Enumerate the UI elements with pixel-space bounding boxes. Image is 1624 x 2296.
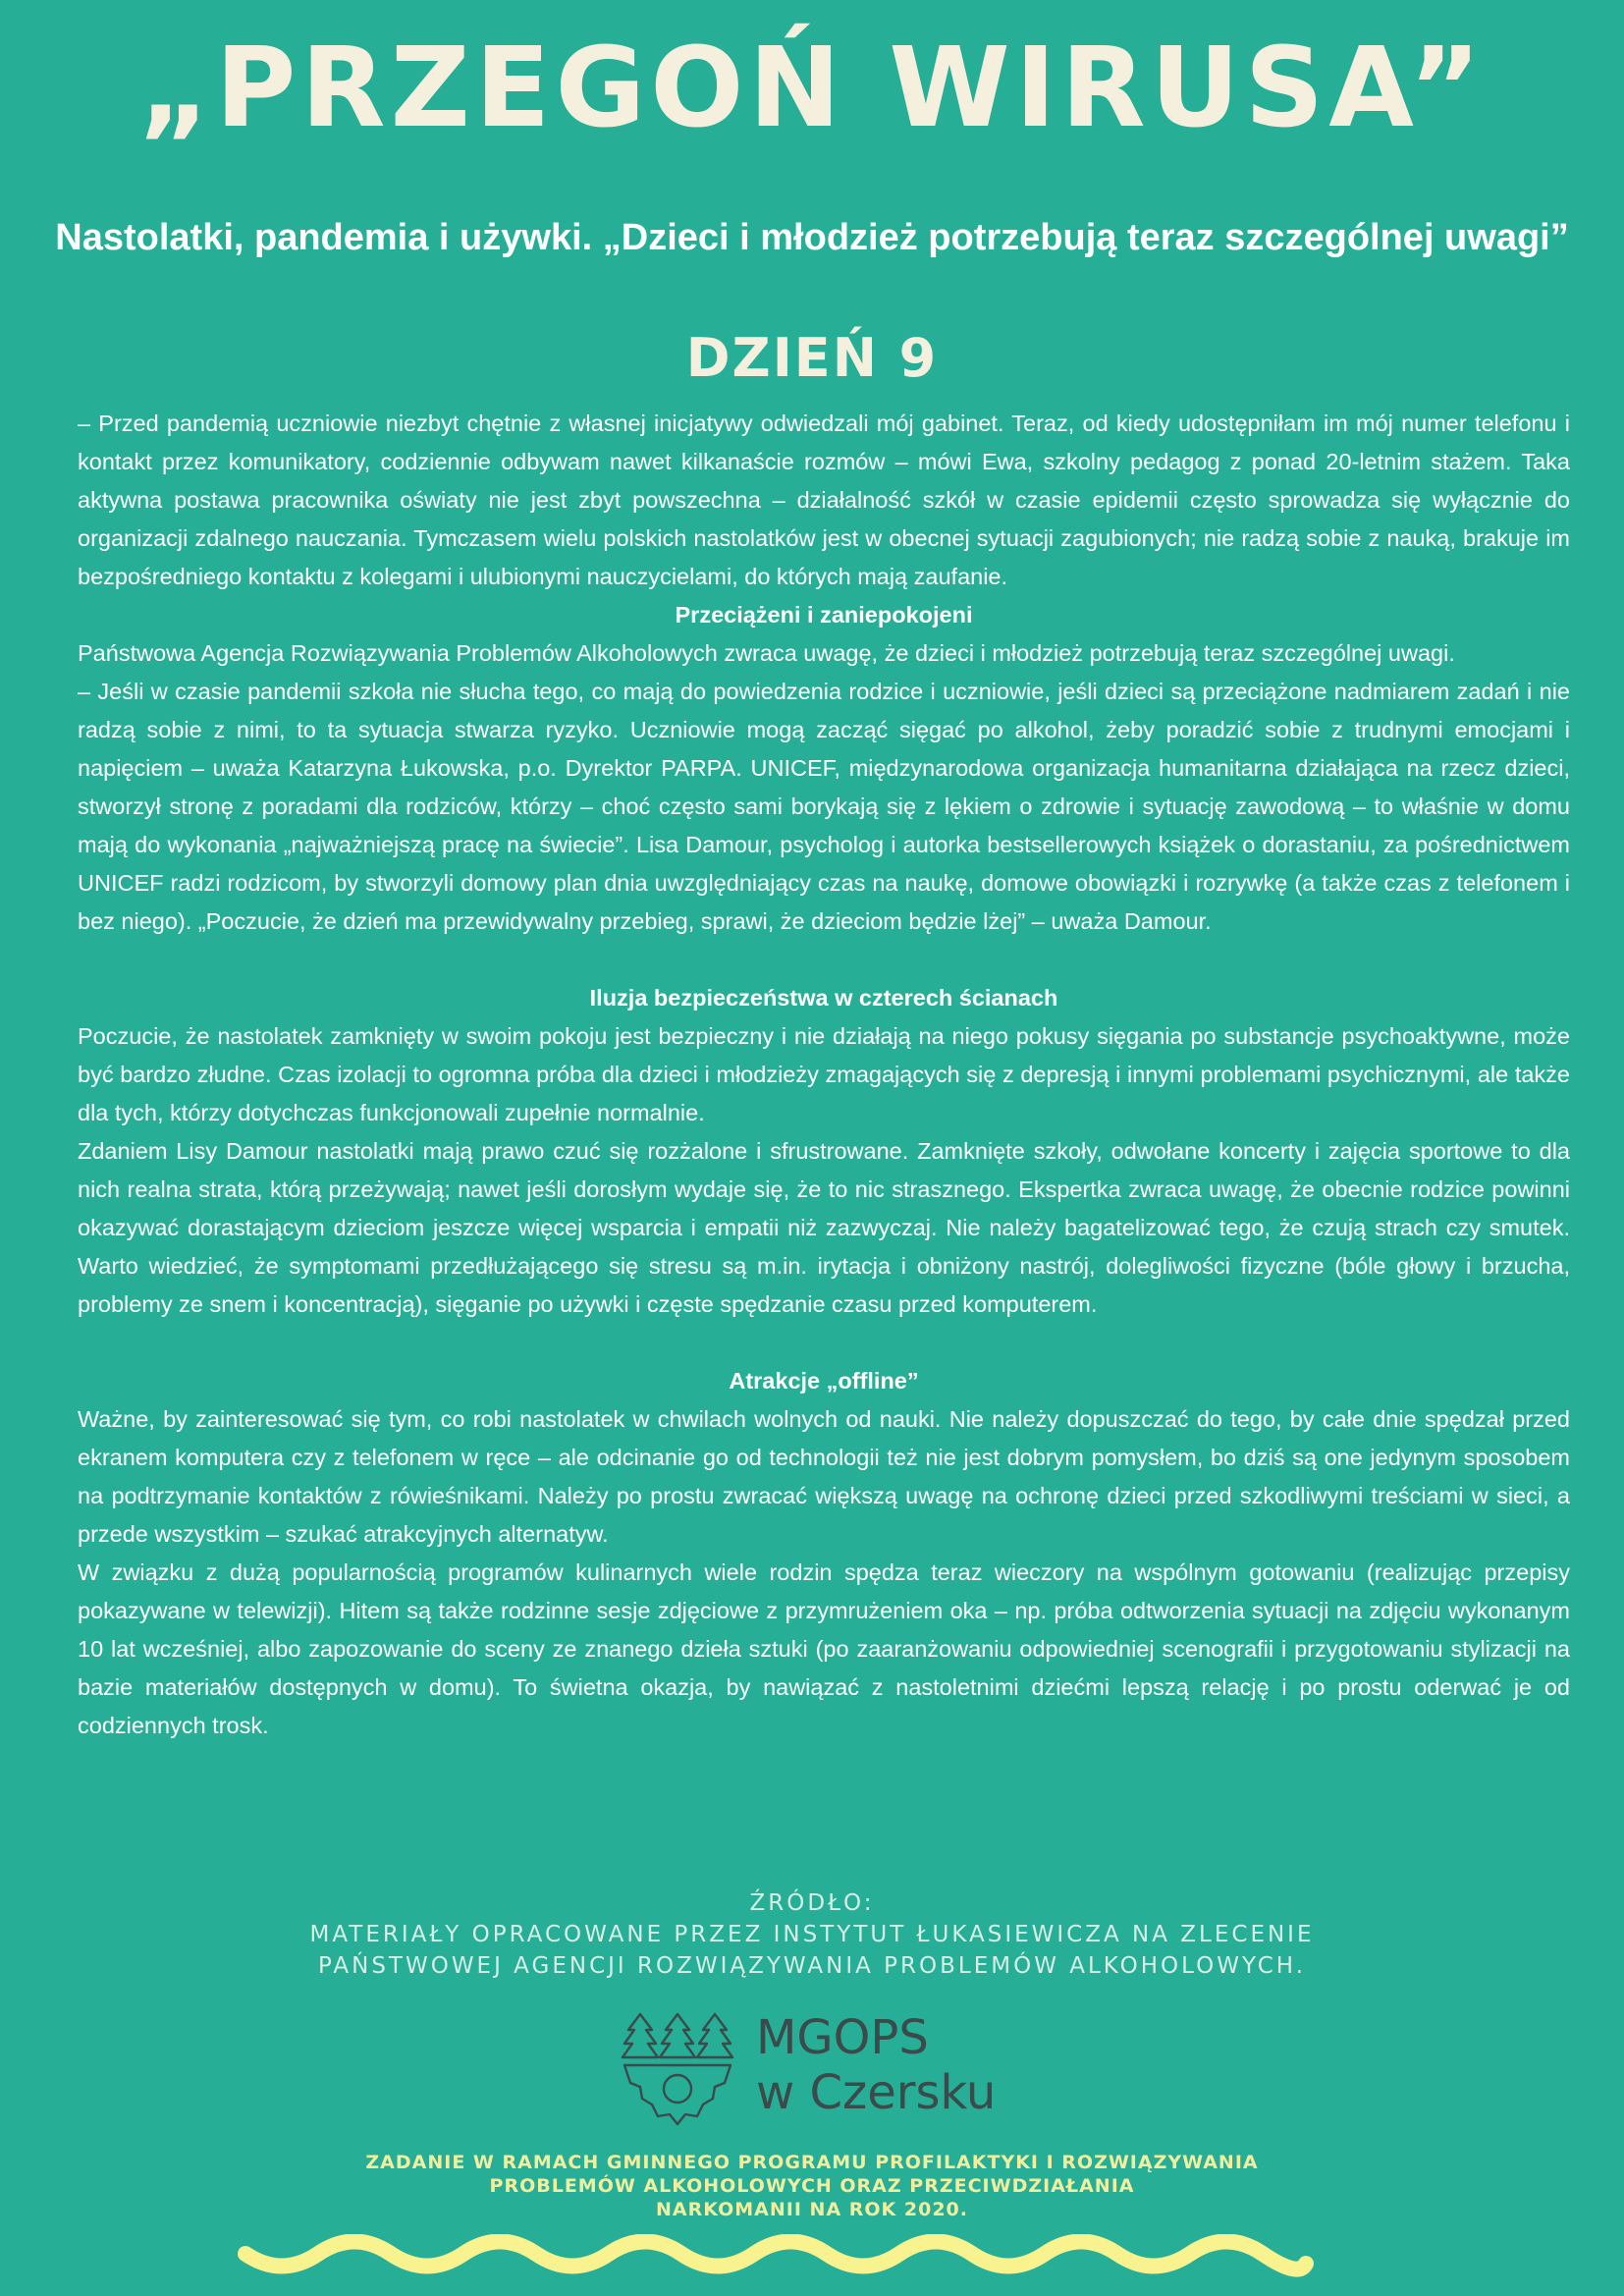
article-body [78, 405, 1570, 1745]
section2-paragraph-1: Poczucie, że nastolatek zamknięty w swoim pokoju jest bezpieczny i nie działają na niego pokusy sięgania po substancje psychoaktywne, może być bardzo złudne. Czas izolacji to ogromna próba dla dzieci i młodzieży zmagających się z depresją i innymi problemami psychicznymi, ale także dla tych, którzy dotychczas funkcjonowali zupełnie normalnie. [78, 1023, 1570, 1125]
section3-paragraph-1: Ważne, by zainteresować się tym, co robi nastolatek w chwilach wolnych od nauki. Nie należy dopuszczać do tego, by całe dnie spędzał przed ekranem komputera czy z telefonem w ręce – ale odcinanie go od technologii też nie jest dobrym pomysłem, bo dziś są one jedynym sposobem na podtrzymanie kontaktów z rówieśnikami. Należy po prostu zwracać większą uwagę na ochronę dzieci przed szkodliwymi treściami w sieci, a przede wszystkim – szukać atrakcyjnych alternatyw. [78, 1406, 1570, 1547]
logo-line-1: MGOPS [756, 2010, 929, 2065]
logo-line-2: w Czersku [756, 2065, 997, 2120]
day-label: DZIEŃ 9 [685, 327, 939, 389]
page-subtitle: Nastolatki, pandemia i używki. „Dzieci i młodzież potrzebują teraz szczególnej uwagi” [55, 217, 1569, 258]
section3-paragraph-2: W związku z dużą popularnością programów kulinarnych wiele rodzin spędza teraz wieczory na wspólnym gotowaniu (realizując przepisy pokazywane w telewizji). Hitem są także rodzinne sesje zdjęciowe z przymrużeniem oka – np. próba odtworzenia sytuacji na zdjęciu wykonanym 10 lat wcześniej, albo zapozowanie do sceny ze znanego dzieła sztuki (po zaaranżowaniu odpowiedniej scenografii i przygotowaniu stylizacji na bazie materiałów dostępnych w domu). To świetna okazja, by nawiązać z nastoletnimi dziećmi lepszą relację i po prostu oderwać je od codziennych trosk. [78, 1559, 1570, 1738]
program-line-1: ZADANIE W RAMACH GMINNEGO PROGRAMU PROFILAKTYKI I ROZWIĄZYWANIA [365, 2152, 1259, 2173]
section1-paragraph-1: Państwowa Agencja Rozwiązywania Problemów Alkoholowych zwraca uwagę, że dzieci i młodzież potrzebują teraz szczególnej uwagi. [78, 640, 1455, 666]
page-title: „PRZEGOŃ WIRUSA” [137, 25, 1487, 152]
source-line-1: MATERIAŁY OPRACOWANE PRZEZ INSTYTUT ŁUKASIEWICZA NA ZLECENIE [309, 1922, 1315, 1947]
program-note [0, 2151, 1624, 2221]
trees-cogwheel-icon [619, 2008, 736, 2126]
source-line-2: PAŃSTWOWEJ AGENCJI ROZWIĄZYWANIA PROBLEMÓW ALKOHOLOWYCH. [317, 1953, 1307, 1979]
section2-paragraph-2: Zdaniem Lisy Damour nastolatki mają prawo czuć się rozżalone i sfrustrowane. Zamknięte szkoły, odwołane koncerty i zajęcia sportowe to dla nich realna strata, którą przeżywają; nawet jeśli dorosłym wydaje się, że to nic strasznego. Ekspertka zwraca uwagę, że obecnie rodzice powinni okazywać dorastającym dzieciom jeszcze więcej wsparcia i empatii niż zazwyczaj. Nie należy bagatelizować tego, że czują strach czy smutek. Warto wiedzieć, że symptomami przedłużającego się stresu są m.in. irytacja i obniżony nastrój, dolegliwości fizyczne (bóle głowy i brzucha, problemy ze snem i koncentracją), sięganie po używki i częste spędzanie czasu przed komputerem. [78, 1138, 1570, 1317]
source-note [0, 1887, 1624, 1982]
section-heading-overloaded: Przeciążeni i zaniepokojeni [675, 602, 973, 628]
section-heading-illusion: Iluzja bezpieczeństwa w czterech ścianach [589, 985, 1058, 1011]
section1-paragraph-2: – Jeśli w czasie pandemii szkoła nie słucha tego, co mają do powiedzenia rodzice i uczniowie, jeśli dzieci są przeciążone nadmiarem zadań i nie radzą sobie z nimi, to ta sytuacja stwarza ryzyko. Uczniowie mogą zacząć sięgać po alkohol, żeby poradzić sobie z trudnymi emocjami i napięciem – uważa Katarzyna Łukowska, p.o. Dyrektor PARPA. UNICEF, międzynarodowa organizacja humanitarna działająca na rzecz dzieci, stworzył stronę z poradami dla rodziców, którzy – choć często sami borykają się z lękiem o zdrowie i sytuację zawodową – to właśnie w domu mają do wykonania „najważniejszą pracę na świecie”. Lisa Damour, psycholog i autorka bestsellerowych książek o dorastaniu, za pośrednictwem UNICEF radzi rodzicom, by stworzyli domowy plan dnia uwzględniający czas na naukę, domowe obowiązki i rozrywkę (a także czas z telefonem i bez niego). „Poczucie, że dzień ma przewidywalny przebieg, sprawi, że dzieciom będzie lżej” – uważa Damour. [78, 679, 1570, 934]
section-spacer [78, 941, 1570, 979]
logo-text [756, 2010, 996, 2120]
decorative-wave [236, 2234, 1316, 2288]
program-line-3: NARKOMANII NA ROK 2020. [656, 2199, 968, 2220]
program-line-2: PROBLEMÓW ALKOHOLOWYCH ORAZ PRZECIWDZIAŁANIA [489, 2175, 1135, 2197]
intro-paragraph: – Przed pandemią uczniowie niezbyt chętnie z własnej inicjatywy odwiedzali mój gabinet. Teraz, od kiedy udostępniłam im mój numer telefonu i kontakt przez komunikatory, codziennie odbywam nawet kilkanaście rozmów – mówi Ewa, szkolny pedagog z ponad 20-letnim stażem. Taka aktywna postawa pracownika oświaty nie jest zbyt powszechna – działalność szkół w czasie epidemii często sprowadza się wyłącznie do organizacji zdalnego nauczania. Tymczasem wielu polskich nastolatków jest w obecnej sytuacji zagubionych; nie radzą sobie z nauką, brakuje im bezpośredniego kontaktu z kolegami i ulubionymi nauczycielami, do których mają zaufanie. [78, 410, 1570, 589]
section-heading-offline: Atrakcje „offline” [729, 1368, 919, 1394]
source-label: ŹRÓDŁO: [749, 1890, 875, 1916]
mgops-logo [619, 2008, 1011, 2126]
section-spacer [78, 1324, 1570, 1362]
